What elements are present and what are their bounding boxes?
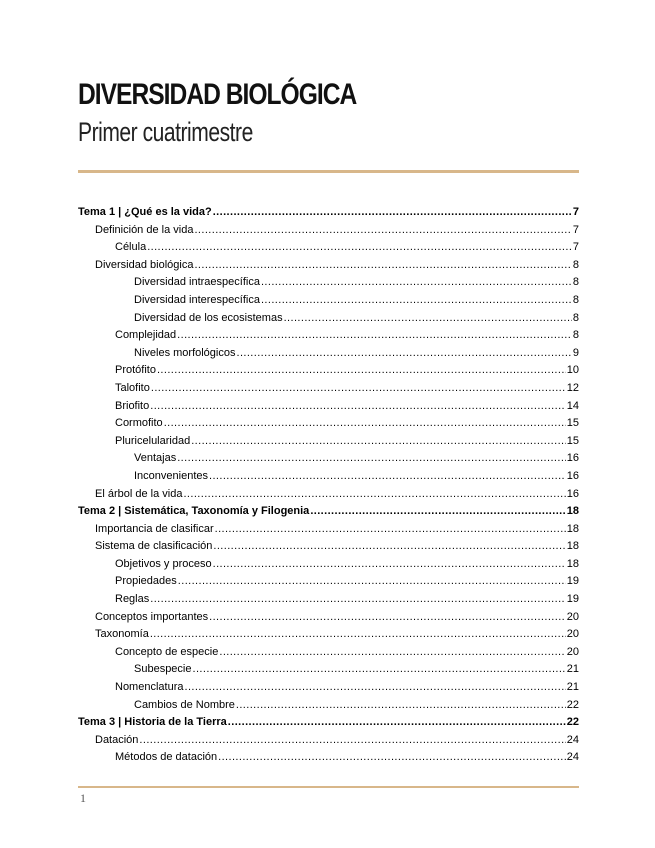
toc-entry[interactable]	[78, 450, 579, 468]
toc-dot-leader	[178, 573, 566, 591]
toc-dot-leader	[157, 362, 566, 380]
toc-entry[interactable]	[78, 380, 579, 398]
toc-entry[interactable]	[78, 398, 579, 416]
footer-divider	[78, 786, 579, 788]
toc-entry-page: 7	[572, 241, 579, 254]
toc-dot-leader	[184, 679, 565, 697]
toc-entry-page: 15	[566, 434, 579, 447]
toc-entry-label: Diversidad interespecífica	[134, 293, 260, 306]
toc-dot-leader	[177, 327, 572, 345]
page-number: 1	[80, 791, 86, 805]
toc-entry-page: 16	[566, 452, 579, 465]
toc-entry-page: 22	[566, 698, 579, 711]
toc-entry-label: Talofito	[115, 381, 150, 394]
toc-entry[interactable]	[78, 538, 579, 556]
toc-entry-label: Diversidad intraespecífica	[134, 276, 260, 289]
toc-entry-page: 14	[566, 399, 579, 412]
toc-dot-leader	[147, 239, 572, 257]
toc-entry[interactable]	[78, 556, 579, 574]
toc-entry-page: 7	[572, 223, 579, 236]
toc-entry[interactable]	[78, 626, 579, 644]
toc-entry[interactable]	[78, 310, 579, 328]
toc-dot-leader	[261, 274, 572, 292]
toc-entry-label: Inconvenientes	[134, 469, 208, 482]
toc-entry[interactable]	[78, 644, 579, 662]
toc-entry[interactable]	[78, 714, 579, 732]
toc-entry-label: Importancia de clasificar	[95, 522, 214, 535]
toc-entry-label: Ventajas	[134, 452, 177, 465]
toc-entry-label: Niveles morfológicos	[134, 346, 236, 359]
toc-entry-page: 8	[572, 276, 579, 289]
document-subtitle: Primer cuatrimestre	[78, 117, 253, 147]
toc-entry-page: 8	[572, 293, 579, 306]
toc-entry-page: 20	[566, 610, 579, 623]
toc-dot-leader	[310, 503, 565, 521]
toc-entry-page: 16	[566, 469, 579, 482]
toc-entry[interactable]	[78, 591, 579, 609]
toc-entry[interactable]	[78, 327, 579, 345]
toc-entry-label: Subespecie	[134, 663, 192, 676]
toc-dot-leader	[218, 749, 566, 767]
toc-entry-label: El árbol de la vida	[95, 487, 183, 500]
toc-dot-leader	[228, 714, 566, 732]
toc-entry[interactable]	[78, 732, 579, 750]
toc-entry-page: 18	[566, 540, 579, 553]
toc-entry-label: Diversidad de los ecosistemas	[134, 311, 283, 324]
toc-dot-leader	[261, 292, 572, 310]
toc-entry-label: Pluricelularidad	[115, 434, 191, 447]
toc-entry-label: Protófito	[115, 364, 156, 377]
toc-entry[interactable]	[78, 257, 579, 275]
toc-dot-leader	[213, 556, 566, 574]
toc-dot-leader	[209, 468, 566, 486]
toc-entry-label: Métodos de datación	[115, 751, 218, 764]
toc-entry-label: Nomenclatura	[115, 681, 184, 694]
toc-entry-page: 7	[572, 206, 579, 218]
document-title: DIVERSIDAD BIOLÓGICA	[78, 78, 357, 111]
toc-entry-label: Sistema de clasificación	[95, 540, 213, 553]
toc-entry[interactable]	[78, 292, 579, 310]
toc-entry[interactable]	[78, 697, 579, 715]
toc-dot-leader	[236, 345, 571, 363]
toc-entry-label: Reglas	[115, 593, 150, 606]
toc-dot-leader	[183, 486, 565, 504]
toc-entry-page: 24	[566, 733, 579, 746]
toc-entry-page: 20	[566, 645, 579, 658]
toc-entry-page: 21	[566, 663, 579, 676]
toc-entry-label: Concepto de especie	[115, 645, 219, 658]
toc-entry-label: Propiedades	[115, 575, 177, 588]
toc-dot-leader	[150, 626, 566, 644]
toc-entry[interactable]	[78, 415, 579, 433]
toc-entry[interactable]	[78, 239, 579, 257]
toc-entry[interactable]	[78, 345, 579, 363]
toc-entry[interactable]	[78, 468, 579, 486]
toc-entry-page: 8	[572, 311, 579, 324]
toc-dot-leader	[213, 538, 565, 556]
toc-dot-leader	[191, 433, 566, 451]
toc-dot-leader	[177, 450, 566, 468]
toc-entry-page: 18	[566, 522, 579, 535]
toc-entry-page: 12	[566, 381, 579, 394]
toc-entry-label: Célula	[115, 241, 147, 254]
toc-entry[interactable]	[78, 204, 579, 222]
toc-dot-leader	[194, 222, 571, 240]
toc-entry-label: Tema 2 | Sistemática, Taxonomía y Filogenia	[78, 505, 310, 518]
toc-dot-leader	[151, 380, 566, 398]
toc-dot-leader	[236, 697, 566, 715]
toc-entry-page: 19	[566, 575, 579, 588]
toc-entry-label: Complejidad	[115, 329, 177, 342]
toc-dot-leader	[215, 521, 566, 539]
toc-entry[interactable]	[78, 749, 579, 767]
toc-entry[interactable]	[78, 503, 579, 521]
toc-entry-page: 16	[566, 487, 579, 500]
toc-entry[interactable]	[78, 433, 579, 451]
toc-entry-page: 24	[566, 751, 579, 764]
toc-entry[interactable]	[78, 573, 579, 591]
toc-entry-label: Definición de la vida	[95, 223, 194, 236]
toc-entry-page: 19	[566, 593, 579, 606]
toc-entry[interactable]	[78, 222, 579, 240]
toc-dot-leader	[139, 732, 565, 750]
table-of-contents	[78, 204, 579, 767]
toc-entry[interactable]	[78, 486, 579, 504]
toc-entry-label: Diversidad biológica	[95, 258, 194, 271]
toc-entry-page: 9	[572, 346, 579, 359]
toc-entry-page: 18	[566, 557, 579, 570]
toc-entry[interactable]	[78, 362, 579, 380]
toc-entry-label: Tema 1 | ¿Qué es la vida?	[78, 206, 212, 218]
toc-dot-leader	[150, 591, 566, 609]
toc-entry-label: Conceptos importantes	[95, 610, 209, 623]
toc-dot-leader	[164, 415, 566, 433]
toc-entry-label: Briofito	[115, 399, 150, 412]
toc-entry[interactable]	[78, 521, 579, 539]
toc-dot-leader	[194, 257, 571, 275]
toc-dot-leader	[284, 310, 572, 328]
toc-entry-page: 21	[566, 681, 579, 694]
toc-entry-page: 8	[572, 258, 579, 271]
toc-dot-leader	[150, 398, 566, 416]
toc-dot-leader	[193, 661, 566, 679]
toc-entry-page: 8	[572, 329, 579, 342]
toc-dot-leader	[209, 609, 566, 627]
toc-entry[interactable]	[78, 609, 579, 627]
toc-entry-page: 18	[566, 505, 579, 518]
toc-entry-label: Cambios de Nombre	[134, 698, 235, 711]
toc-entry-page: 20	[566, 628, 579, 641]
toc-entry-label: Objetivos y proceso	[115, 557, 212, 570]
toc-entry-page: 15	[566, 417, 579, 430]
toc-entry-page: 22	[566, 716, 579, 729]
toc-dot-leader	[213, 204, 572, 222]
toc-entry[interactable]	[78, 661, 579, 679]
toc-entry[interactable]	[78, 679, 579, 697]
toc-dot-leader	[219, 644, 565, 662]
toc-entry-label: Tema 3 | Historia de la Tierra	[78, 716, 227, 729]
toc-entry[interactable]	[78, 274, 579, 292]
toc-entry-label: Cormofito	[115, 417, 163, 430]
header-divider	[78, 170, 579, 173]
toc-entry-label: Datación	[95, 733, 139, 746]
toc-entry-label: Taxonomía	[95, 628, 149, 641]
toc-entry-page: 10	[566, 364, 579, 377]
